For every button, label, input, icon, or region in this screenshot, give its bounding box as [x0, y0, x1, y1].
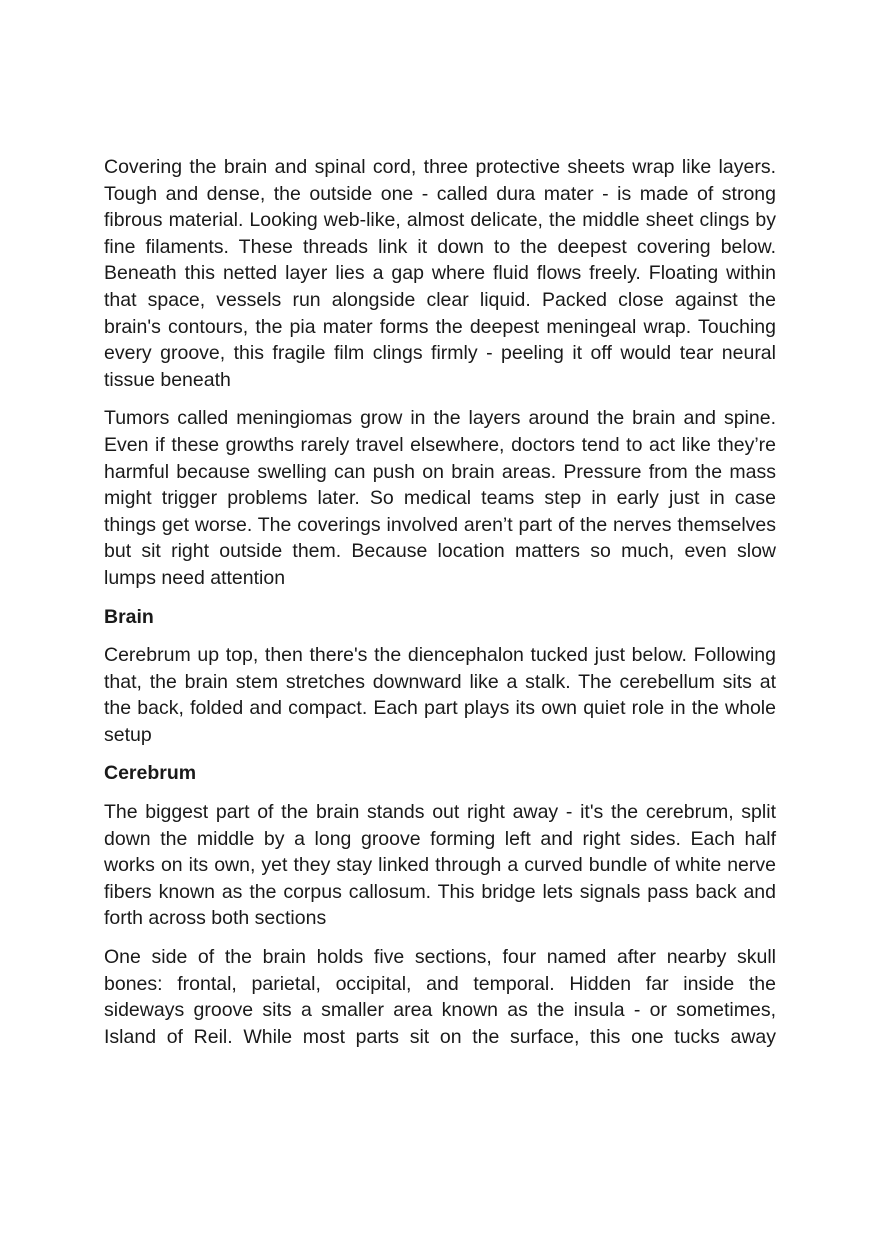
- paragraph-meninges: Covering the brain and spinal cord, three protective sheets wrap like layers. Tough and dense, the outside one - called dura mater - is made of strong fibrous material. Looking web-like, almost delicate, the middle sheet clings by fine filaments. These threads link it down to the deepest covering below. Beneath this netted layer lies a gap where fluid flows freely. Floating within that space, vessels run alongside clear liquid. Packed close against the brain's contours, the pia mater forms the deepest meningeal wrap. Touching every groove, this fragile film clings firmly - peeling it off would tear neural tissue beneath: [104, 156, 776, 391]
- heading-brain: Brain: [104, 605, 154, 628]
- paragraph-brain-parts: Cerebrum up top, then there's the diencephalon tucked just below. Following that, the brain stem stretches downward like a stalk. The cerebellum sits at the back, folded and compact. Each part plays its own quiet role in the whole setup: [104, 644, 776, 746]
- document-page: [104, 154, 776, 1062]
- paragraph-meningiomas: Tumors called meningiomas grow in the layers around the brain and spine. Even if these growths rarely travel elsewhere, doctors tend to act like they’re harmful because swelling can push on brain areas. Pressure from the mass might trigger problems later. So medical teams step in early just in case things get worse. The coverings involved aren’t part of the nerves themselves but sit right outside them. Because location matters so much, even slow lumps need attention: [104, 407, 776, 589]
- paragraph-lobes: One side of the brain holds five sections, four named after nearby skull bones: frontal, parietal, occipital, and temporal. Hidden far inside the sideways groove sits a smaller area known as the insula - or sometimes, Island of Reil. While most parts sit on the surface, this one tucks away: [104, 946, 776, 1048]
- paragraph-cerebrum: The biggest part of the brain stands out right away - it's the cerebrum, split down the middle by a long groove forming left and right sides. Each half works on its own, yet they stay linked through a curved bundle of white nerve fibers known as the corpus callosum. This bridge lets signals pass back and forth across both sections: [104, 801, 776, 930]
- heading-cerebrum: Cerebrum: [104, 762, 197, 785]
